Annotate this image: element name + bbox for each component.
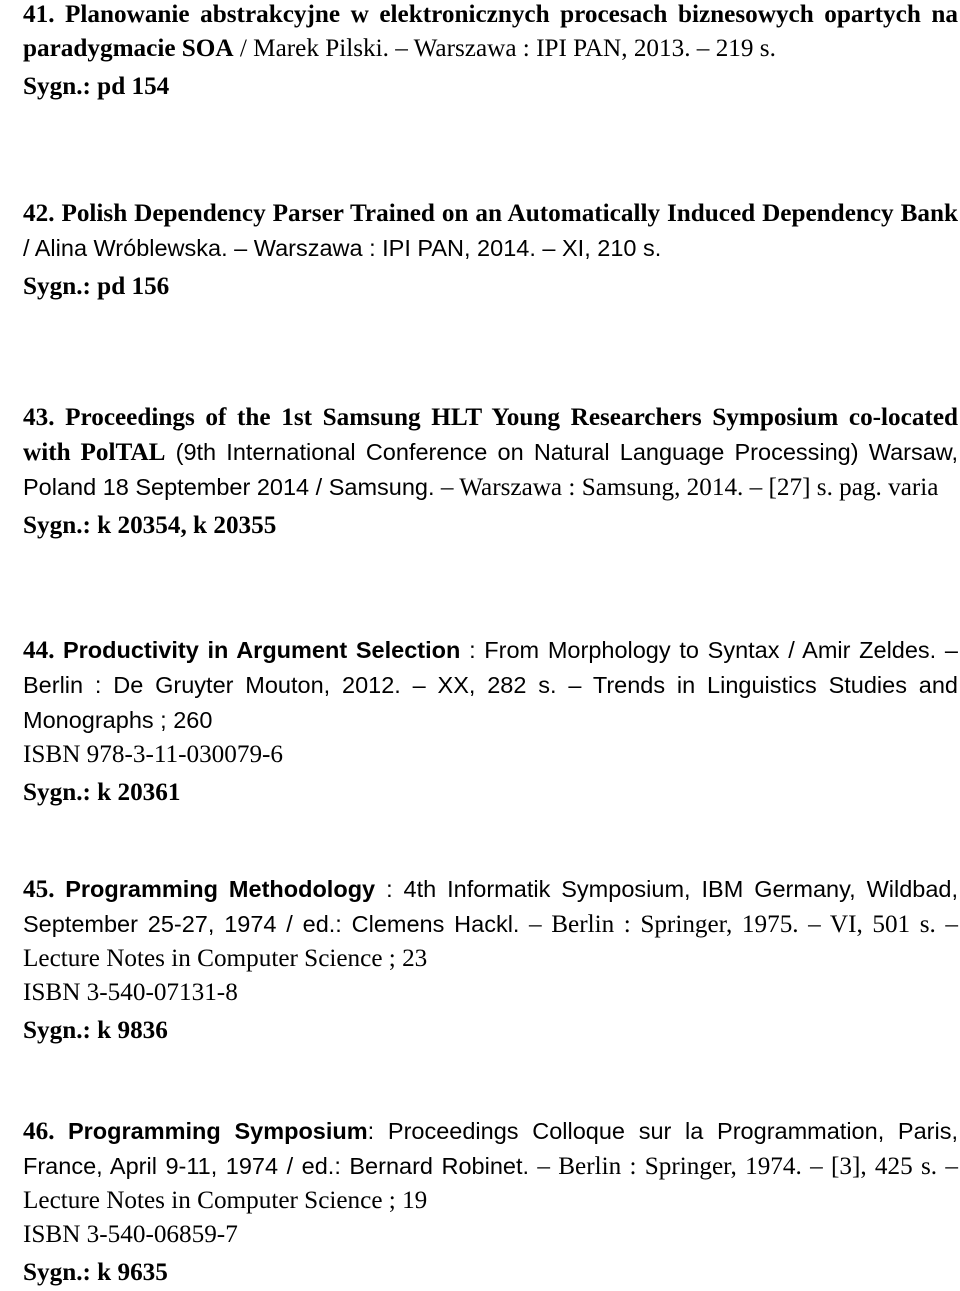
entry-call-number: Sygn.: pd 154	[23, 73, 170, 100]
entry-number: 46.	[23, 1118, 55, 1145]
entry-description	[23, 401, 958, 505]
entry-title: Planowanie abstrakcyjne w elektronicznych procesach biznesowych opartych na paradygmacie SOA	[23, 1, 958, 62]
catalog-page	[23, 0, 958, 1291]
entry-details: : Proceedings Colloque sur la Programmation, Paris, France, April 9-11, 1974 / ed.: Bernard Robinet.	[23, 1118, 959, 1179]
entry-details: : From Morphology to Syntax / Amir Zeldes. – Berlin : De Gruyter Mouton, 2012. – XX, 282 s. – Trends in Linguistics Studies and Monographs ; 260	[23, 637, 958, 733]
catalog-entry-45	[23, 872, 958, 1048]
entry-details: / Alina Wróblewska. – Warszawa : IPI PAN, 2014. – XI, 210 s.	[23, 235, 662, 261]
entry-isbn: ISBN 978-3-11-030079-6	[23, 741, 284, 768]
catalog-entry-46	[23, 1114, 958, 1290]
entry-number: 41.	[23, 1, 55, 28]
entry-number: 43.	[23, 404, 55, 431]
entry-isbn: ISBN 3-540-07131-8	[23, 979, 238, 1006]
entry-description	[23, 0, 958, 66]
entry-number: 45.	[23, 876, 55, 903]
entry-details: : 4th Informatik Symposium, IBM Germany, Wildbad, September 25-27, 1974 / ed.: Clemens Hackl.	[23, 876, 959, 937]
entry-description	[23, 872, 958, 976]
entry-isbn: ISBN 3-540-06859-7	[23, 1221, 238, 1248]
entry-call-number: Sygn.: k 9635	[23, 1259, 168, 1286]
catalog-entry-44	[23, 633, 958, 810]
entry-title: Programming Symposium	[67, 1118, 368, 1144]
entry-description	[23, 633, 958, 738]
catalog-entry-43	[23, 401, 958, 543]
entry-call-number: Sygn.: k 20354, k 20355	[23, 512, 277, 539]
entry-title: Polish Dependency Parser Trained on an Automatically Induced Dependency Bank	[61, 200, 959, 227]
catalog-entry-42	[23, 196, 958, 304]
entry-number: 42.	[23, 200, 55, 227]
entry-number: 44.	[23, 637, 55, 664]
entry-title: Proceedings of the 1st Samsung HLT Young Researchers Symposium co-located with PolTAL	[23, 404, 959, 466]
entry-publication: – Berlin : Springer, 1974. – [3], 425 s. – Lecture Notes in Computer Science ; 19	[23, 1153, 958, 1214]
entry-call-number: Sygn.: pd 156	[23, 273, 170, 300]
entry-call-number: Sygn.: k 20361	[23, 779, 181, 806]
catalog-entry-41	[23, 0, 958, 104]
entry-details: / Marek Pilski. – Warszawa : IPI PAN, 2013. – 219 s.	[233, 35, 776, 62]
entry-description	[23, 1114, 958, 1218]
entry-publication: – Berlin : Springer, 1975. – VI, 501 s. – Lecture Notes in Computer Science ; 23	[23, 911, 958, 972]
entry-publication: – Warszawa : Samsung, 2014. – [27] s. pag. varia	[434, 474, 939, 501]
entry-details: (9th International Conference on Natural Language Processing) Warsaw, Poland 18 September 2014 / Samsung.	[23, 439, 958, 500]
entry-title: Productivity in Argument Selection	[62, 637, 461, 663]
entry-title: Programming Methodology	[65, 876, 376, 902]
entry-call-number: Sygn.: k 9836	[23, 1017, 168, 1044]
entry-description	[23, 196, 958, 266]
